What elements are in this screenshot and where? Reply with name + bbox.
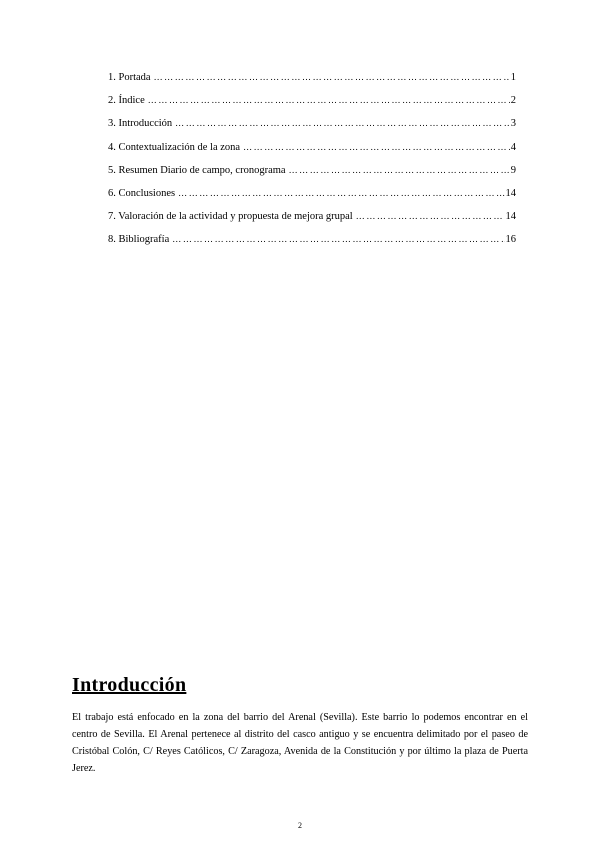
toc-dot-leader: [289, 163, 510, 178]
toc-dot-leader: [243, 140, 510, 155]
toc-entry-label: 4. Contextualización de la zona: [108, 141, 241, 153]
toc-entry-portada[interactable]: [108, 70, 516, 93]
toc-dot-leader: [356, 209, 505, 224]
toc-entry-label: 8. Bibliografía: [108, 234, 170, 246]
toc-entry-introduccion[interactable]: [108, 116, 516, 139]
toc-entry-page: 14: [505, 211, 516, 223]
table-of-contents: [108, 70, 516, 256]
section-heading: Introducción: [72, 674, 187, 696]
toc-entry-label: 3. Introducción: [108, 118, 173, 130]
toc-dot-leader: [178, 186, 504, 201]
introduction-paragraph: El trabajo está enfocado en la zona del barrio del Arenal (Sevilla). Este barrio lo podemos encontrar en el centro de Sevilla. El Arenal pertenece al distrito del casco antiguo y se encuentra delimitado por el paseo de Cristóbal Colón, C/ Reyes Católicos, C/ Zaragoza, Avenida de la Constitución y por último la plaza de Puerta Jerez.: [72, 712, 528, 774]
toc-entry-page: 1: [510, 72, 516, 83]
toc-entry-page: 9: [510, 164, 516, 176]
toc-entry-bibliografia[interactable]: [108, 232, 516, 255]
toc-dot-leader: [175, 116, 510, 131]
toc-entry-label: 6. Conclusiones: [108, 187, 176, 199]
toc-entry-conclusiones[interactable]: [108, 186, 516, 209]
toc-entry-contextualizacion[interactable]: [108, 140, 516, 163]
toc-entry-page: 14: [505, 187, 516, 199]
toc-entry-page: 2: [510, 95, 516, 107]
toc-dot-leader: [172, 232, 504, 247]
toc-entry-label: 1. Portada: [108, 72, 151, 83]
page-number: 2: [298, 821, 302, 830]
toc-dot-leader: [148, 93, 510, 108]
toc-entry-label: 5. Resumen Diario de campo, cronograma: [108, 164, 286, 176]
toc-dot-leader: [154, 70, 510, 85]
toc-entry-label: 7. Valoración de la actividad y propuesta de mejora grupal: [108, 211, 353, 223]
toc-entry-indice[interactable]: [108, 93, 516, 116]
toc-entry-label: 2. Índice: [108, 95, 145, 107]
toc-entry-page: 4: [510, 141, 516, 153]
toc-entry-page: 3: [510, 118, 516, 130]
toc-entry-valoracion[interactable]: [108, 209, 516, 232]
toc-entry-page: 16: [505, 234, 516, 246]
toc-entry-diario-de-campo[interactable]: [108, 163, 516, 186]
